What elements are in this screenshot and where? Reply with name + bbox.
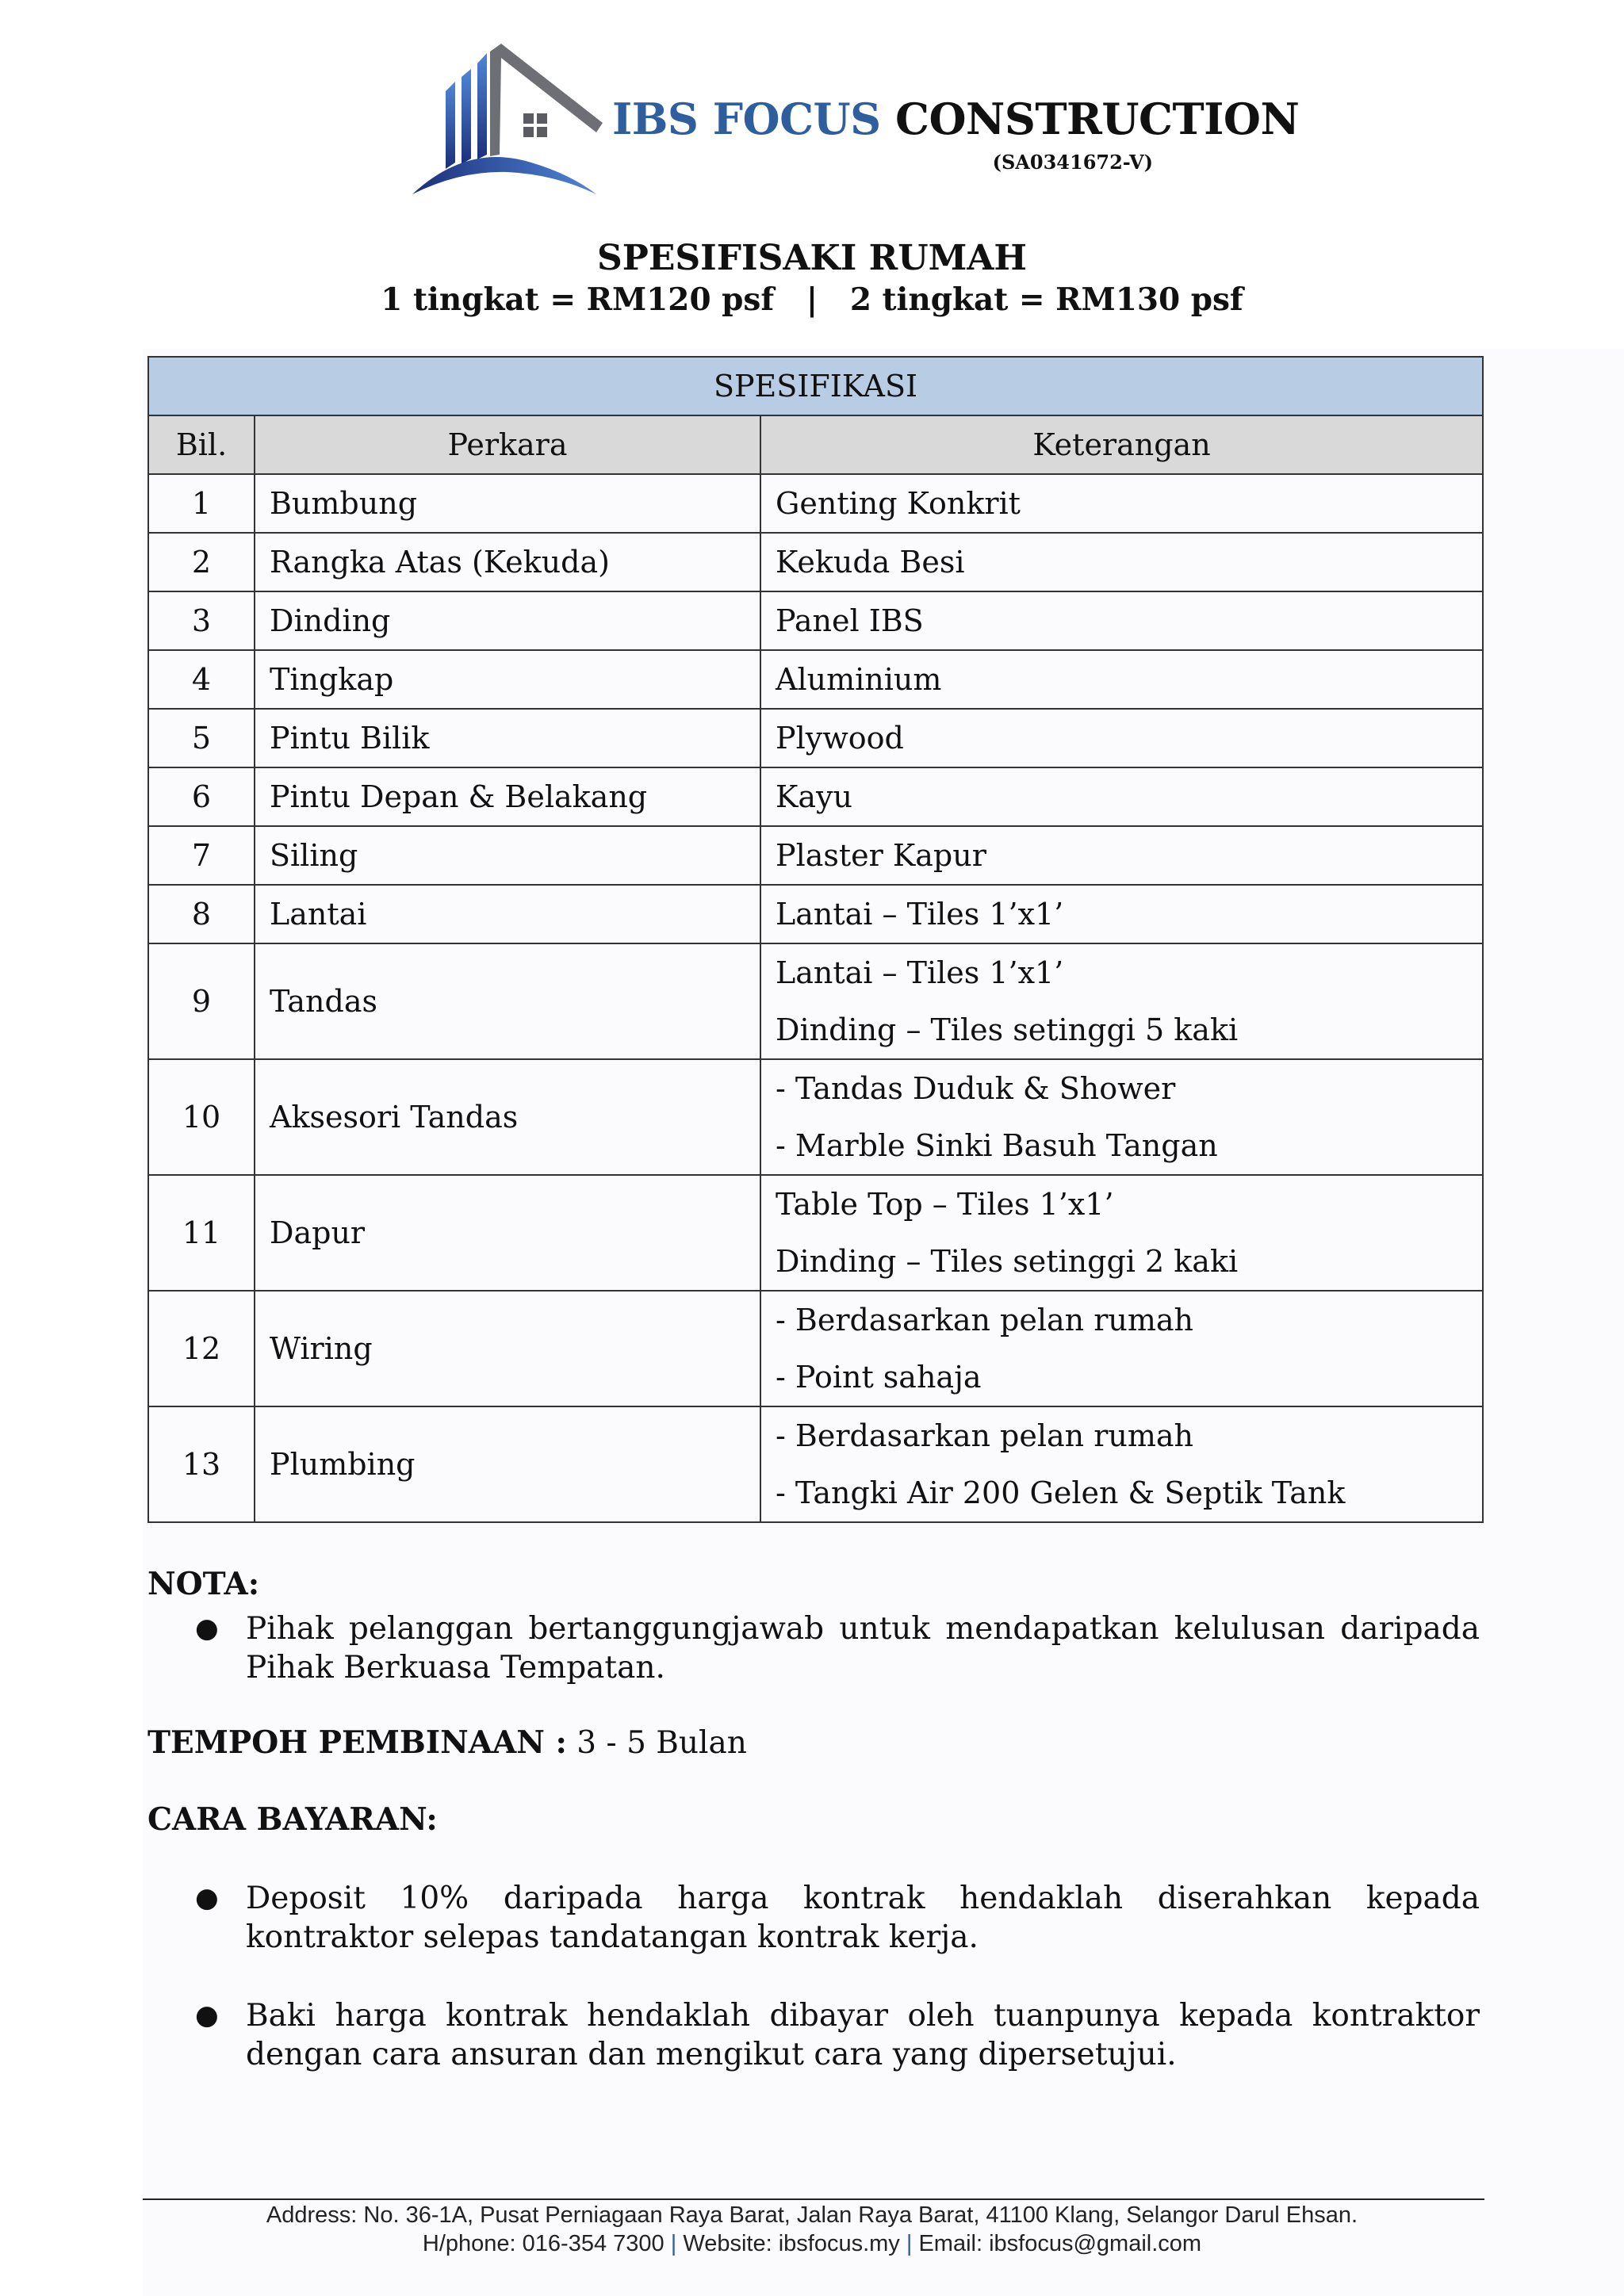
row-desc-line: Dinding – Tiles setinggi 5 kaki xyxy=(776,1012,1239,1047)
table-band-title: SPESIFIKASI xyxy=(148,357,1483,415)
row-desc-line: - Berdasarkan pelan rumah xyxy=(776,1303,1194,1337)
footer-contacts xyxy=(0,2231,1624,2257)
table-row xyxy=(148,591,1483,650)
row-number: 12 xyxy=(148,1291,255,1406)
row-desc xyxy=(760,767,1483,826)
row-item: Pintu Bilik xyxy=(255,709,760,767)
row-item: Tingkap xyxy=(255,650,760,709)
row-desc-line: - Marble Sinki Basuh Tangan xyxy=(776,1128,1218,1163)
row-desc-line: Plaster Kapur xyxy=(776,838,986,873)
row-item: Rangka Atas (Kekuda) xyxy=(255,533,760,591)
column-header-item: Perkara xyxy=(255,415,760,474)
payment-heading xyxy=(147,1801,438,1838)
table-row xyxy=(148,1291,1483,1406)
row-desc xyxy=(760,533,1483,591)
row-number: 6 xyxy=(148,767,255,826)
row-number: 7 xyxy=(148,826,255,885)
row-desc xyxy=(760,474,1483,533)
row-desc xyxy=(760,1175,1483,1291)
row-desc-line: Dinding – Tiles setinggi 2 kaki xyxy=(776,1244,1239,1279)
row-number: 2 xyxy=(148,533,255,591)
table-row xyxy=(148,650,1483,709)
row-number: 1 xyxy=(148,474,255,533)
row-item: Aksesori Tandas xyxy=(255,1059,760,1175)
bullet-icon: ● xyxy=(195,1613,219,1644)
table-row xyxy=(148,1059,1483,1175)
row-item: Siling xyxy=(255,826,760,885)
payment-list xyxy=(147,1879,1480,1957)
row-desc-line: Table Top – Tiles 1’x1’ xyxy=(776,1187,1114,1222)
payment-list xyxy=(147,1996,1480,2074)
row-desc xyxy=(760,591,1483,650)
construction-period xyxy=(147,1724,747,1761)
row-item: Bumbung xyxy=(255,474,760,533)
row-number: 4 xyxy=(148,650,255,709)
row-item: Dapur xyxy=(255,1175,760,1291)
price-subtitle: 1 tingkat = RM120 psf | 2 tingkat = RM130 psf xyxy=(381,281,1243,318)
row-desc xyxy=(760,1406,1483,1522)
bullet-icon: ● xyxy=(195,1882,219,1914)
row-desc-line: Plywood xyxy=(776,721,904,756)
row-item: Pintu Depan & Belakang xyxy=(255,767,760,826)
row-desc-line: - Point sahaja xyxy=(776,1360,982,1395)
table-row xyxy=(148,885,1483,943)
row-desc xyxy=(760,826,1483,885)
row-desc-line: - Berdasarkan pelan rumah xyxy=(776,1418,1194,1453)
table-row xyxy=(148,943,1483,1059)
company-name-rest: CONSTRUCTION xyxy=(894,94,1300,144)
company-registration: (SA0341672-V) xyxy=(992,151,1153,174)
company-name xyxy=(612,94,1299,144)
specification-table xyxy=(147,356,1484,1523)
row-desc-line: Kekuda Besi xyxy=(776,545,965,580)
row-number: 8 xyxy=(148,885,255,943)
row-item: Dinding xyxy=(255,591,760,650)
footer-address: Address: No. 36-1A, Pusat Perniagaan Raya Barat, Jalan Raya Barat, 41100 Klang, Selangor Darul Ehsan. xyxy=(266,2202,1358,2228)
payment-heading-label: CARA BAYARAN: xyxy=(147,1801,438,1838)
row-item: Wiring xyxy=(255,1291,760,1406)
table-row xyxy=(148,1406,1483,1522)
row-desc xyxy=(760,709,1483,767)
footer-email[interactable]: Email: ibsfocus@gmail.com xyxy=(918,2231,1202,2256)
row-item: Tandas xyxy=(255,943,760,1059)
row-desc xyxy=(760,943,1483,1059)
footer-website[interactable]: Website: ibsfocus.my xyxy=(683,2231,900,2256)
row-number: 3 xyxy=(148,591,255,650)
row-desc xyxy=(760,650,1483,709)
row-number: 10 xyxy=(148,1059,255,1175)
row-item: Lantai xyxy=(255,885,760,943)
construction-period-value: 3 - 5 Bulan xyxy=(576,1725,747,1761)
payment-item xyxy=(147,1879,1480,1957)
company-logo xyxy=(412,44,603,198)
footer-separator: | xyxy=(906,2231,913,2256)
column-header-desc: Keterangan xyxy=(760,415,1483,474)
table-row xyxy=(148,826,1483,885)
table-row xyxy=(148,474,1483,533)
row-desc xyxy=(760,1291,1483,1406)
row-number: 13 xyxy=(148,1406,255,1522)
row-desc-line: Panel IBS xyxy=(776,603,924,638)
row-desc xyxy=(760,1059,1483,1175)
row-desc-line: - Tandas Duduk & Shower xyxy=(776,1071,1176,1106)
document-title: SPESIFISAKI RUMAH xyxy=(597,238,1027,278)
payment-item xyxy=(147,1996,1480,2074)
nota-item-text: Pihak pelanggan bertanggungjawab untuk mendapatkan kelulusan daripada Pihak Berkuasa Tempatan. xyxy=(246,1611,1480,1686)
row-number: 11 xyxy=(148,1175,255,1291)
column-header-no: Bil. xyxy=(148,415,255,474)
footer-divider xyxy=(143,2198,1484,2200)
nota-list xyxy=(147,1609,1480,1687)
bullet-icon: ● xyxy=(195,1999,219,2031)
row-desc-line: Lantai – Tiles 1’x1’ xyxy=(776,897,1064,932)
table-row xyxy=(148,709,1483,767)
company-name-accent: IBS FOCUS xyxy=(612,94,881,144)
nota-item xyxy=(147,1609,1480,1687)
row-desc-line: Kayu xyxy=(776,779,852,814)
row-desc-line: - Tangki Air 200 Gelen & Septik Tank xyxy=(776,1475,1346,1510)
footer-phone: H/phone: 016-354 7300 xyxy=(422,2231,665,2256)
row-desc-line: Aluminium xyxy=(776,662,942,697)
row-desc-line: Genting Konkrit xyxy=(776,486,1021,521)
payment-item-text: Deposit 10% daripada harga kontrak hendaklah diserahkan kepada kontraktor selepas tandatangan kontrak kerja. xyxy=(246,1881,1480,1955)
row-desc xyxy=(760,885,1483,943)
construction-period-label: TEMPOH PEMBINAAN : xyxy=(147,1724,567,1761)
row-item: Plumbing xyxy=(255,1406,760,1522)
table-row xyxy=(148,533,1483,591)
row-desc-line: Lantai – Tiles 1’x1’ xyxy=(776,955,1064,990)
payment-item-text: Baki harga kontrak hendaklah dibayar oleh tuanpunya kepada kontraktor dengan cara ansuran dan mengikut cara yang dipersetujui. xyxy=(246,1998,1480,2072)
row-number: 5 xyxy=(148,709,255,767)
table-row xyxy=(148,767,1483,826)
footer-separator: | xyxy=(670,2231,677,2256)
row-number: 9 xyxy=(148,943,255,1059)
nota-heading: NOTA: xyxy=(147,1566,260,1602)
table-row xyxy=(148,1175,1483,1291)
